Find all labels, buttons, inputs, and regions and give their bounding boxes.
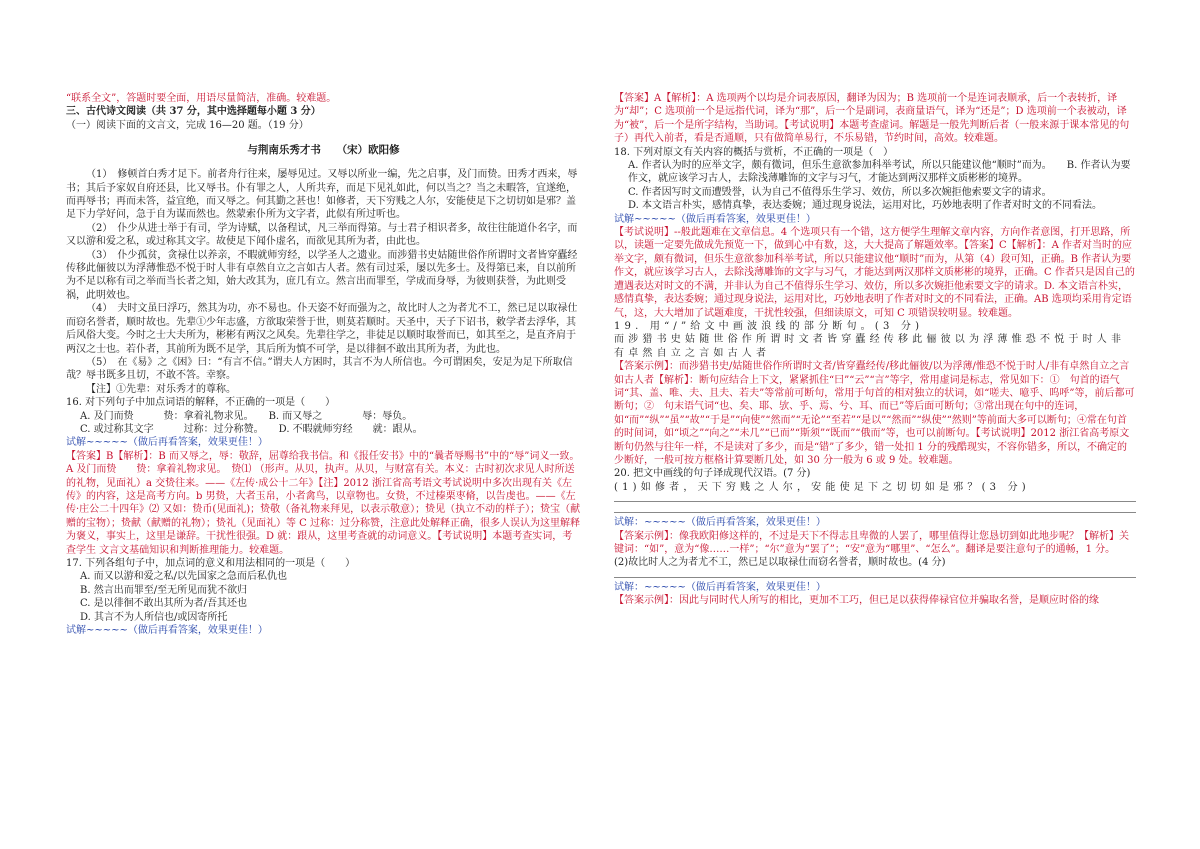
section-heading: 三、古代诗文阅读（共 37 分，其中选择题每小题 3 分） [66,106,321,118]
answer-text: “联系全文”，答题时要全面，用语尽量简洁，准确。较难题。 [66,93,337,104]
question-option: D. 其言不为人所信也/或因寄所托 [80,611,228,623]
passage-title: 与荆南乐秀才书 （宋）欧阳修 [247,143,400,156]
answer-blank-line [614,494,1136,502]
passage-paragraph: 【注】①先辈：对乐秀才的尊称。 [86,383,236,395]
question-option: A. 作者认为时的应举文字，颇有微词，但乐生意欲参加科举考试，所以只能建议他“顺时”而为。 B. 作者认为要作文，就应该学习古人，去除浅薄雕饰的文字与习气，才能达到两汉那样文质彬彬的境界。 [628,160,1131,185]
answer-blank-line [614,570,1136,578]
question-text: (1)如修者，天下穷贱之人尔，安能使足下之切切如是邪？(3 分) [614,481,1030,493]
try-solve-prompt: 试解~~~~~（做后再看答案，效果更佳！） [66,437,268,449]
question-option: A. 及门而贽 贽：拿着礼物求见。 B. 而又辱之 辱：辱负。 [80,410,413,422]
passage-paragraph: （1） 修顿首白秀才足下。前者舟行往来，屡辱见过。又辱以所业一编，先之启事，及门而贽。田秀才西来，辱书；其后予家奴自府还县，比又辱书。仆有罪之人，人所共弃，而足下见礼如此，何以当之？当之未暇答，宜遂绝，而再辱书；再而未答，益宜绝，而又辱之。何其勤之甚也！如修者，天下穷贱之人尔，安能使足下之切切如是邪？盖足下力学好问，急于自为谋而然也。然蒙索仆所为文字者，此似有所过听也。 [66,169,578,221]
try-solve-prompt: 试解~~~~~（做后再看答案，效果更佳！） [66,625,268,637]
answer-text: 【答案示例】：而涉猎书史/姑随世俗作所谓时文者/皆穿蠹经传/移此俪彼/以为浮薄/惟恐不悦于时人/非有卓然自立之言如古人者【解析】：断句应结合上下文，紧紧抓住“曰”“云”“言”等字，常用虚词是标志，常见如下：① 句首的语气词“其、盖、唯、夫、且夫、若夫”等常前可断句，常用于句首的相对独立的状词，如“嗟夫、噫乎、呜呼”等，前后都可断句；② 句末语气词“也、矣、耶、欤、乎、焉、兮、耳、而已”等后面可断句；③常出现在句中的连词，如“而”“纵”“虽”“故”“于是”“向使”“然而”“无论”“至若”“是以”“然而”“纵使”“然则”等前面大多可以断句；④常在句首的时间词，如“顷之”“向之”“未几”“已而”“斯须”“既而”“俄而”等，也可以前断句。【考试说明】2012 浙江省高考原文断句仍然与往年一样，不是读对了多少，而是“错”了多少，错一处扣 1 分的残酷现实，不容你错多，所以，不确定的少断好，一般可按方框格计算要断几处，如 30 分一般为 6 或 9 处。较难题。 [614,361,1135,466]
question-text: 19. 用“/”给文中画波浪线的部分断句。(3 分) [614,320,924,332]
text-line: (2)故比时人之为者尤不工，然已足以取禄仕而窃名誉者，顺时故也。(4 分) [614,557,946,569]
text-line: （一）阅读下面的文言文，完成 16—20 题。（19 分） [66,119,309,131]
question-option: B. 然言出而罪至/至无所见而犹不欲归 [80,584,248,596]
answer-text: 【答案示例】：因此与同时代人所写的相比，更加不工巧，但已足以获得俸禄官位并骗取名誉，是顺应时俗的缘 [614,595,1099,607]
answer-text: 【答案】B【解析】：B 而又辱之，辱：敬辞，屈尊给我书信。和《报任安书》中的“曩者辱赐书”中的“辱”词义一致。A 及门而贽 贽：拿着礼物求见。 贽⑴ （形声。从贝，执声。从贝，与财富有关。本义：古时初次求见人时所送的礼物，见面礼）a 交贽往来。——《左传·成公十二年》【注】2012 浙江省高考语文考试说明中多次出现有关《左传》的内容，这是高考方向。b 男贽，大者玉帛，小者禽鸟，以章物也。女贽，不过榛栗枣脩，以告虔也。——《左传·庄公二十四年》⑵ 又如：贽币(见面礼)；贽敬（备礼物来拜见，以表示敬意）；贽见（执立不动的样子）；贽宝（献赠的宝物）；贽献（献赠的礼物）；贽礼（见面礼）等 C 过称：过分称赞，注意此处解释正确，很多人误认为这里解释为褒义，事实上，这里是谦辞。干扰性很强。D 就：跟从，这里考查就的动词意义。【考试说明】本题考查实词，考查学生 文言文基础知识和判断推理能力。较难题。 [66,450,581,556]
passage-paragraph: （3） 仆少孤贫，贪禄仕以养亲，不暇就师穷经，以学圣人之遗业。而涉猎书史姑随世俗作所谓时文者皆穿蠹经传移此俪彼以为浮薄惟恐不悦于时人非有卓然自立之言如古人者。然有司过采，屡以先多士。及得第已来，自以前所为不足以称有司之举而当长者之知，始大改其为，庶几有立。然言出而罪至，学成而身辱，为彼则获誉，为此则受祸，此明效也。 [66,249,578,301]
right-column [614,92,1136,608]
passage-paragraph: （5） 在《易》之《困》曰：“有言不信。”谓夫人方困时，其言不为人所信也。今可谓困矣，安足为足下所取信哉？辱书既多且切，不敢不答。幸察。 [66,356,573,382]
text-line: 16. 对下列句子中加点词语的解释，不正确的一项是（ ） [66,397,336,409]
text-line: 20. 把文中画线的句子译成现代汉语。(7 分) [614,468,811,480]
left-column [66,92,581,637]
text-line: 18. 下列对原文有关内容的概括与赏析，不正确的一项是（ ） [614,146,894,158]
answer-text: 【考试说明】--般此题难在文章信息。4 个选项只有一个错，这方便学生理解文章内容，方向作者意图，打开思路，所以，读题一定要先做成先预览一下，做到心中有数，这，大大提高了解题效率。【答案】C【解析】：A 作者对当时的应举文字，颇有微词，但乐生意欲参加科举考试，所以只能建议他“顺时”而为，从第（4）段可知，正确。B 作者认为要作文，就应该学习古人，去除浅薄雕饰的文字与习气，才能达到两汉那样文质彬彬的境界，正确。C 作者只是因自己的遭遇表达对时文的不满，并非认为自己不值得乐生学习、效仿，所以多次婉拒他索要文字的请求。D. 本文语言朴实，感情真挚，表达委婉；通过现身说法，运用对比，巧妙地表明了作者对时文的不同看法，正确。AB 选项均采用肯定语气，这，大大增加了试题难度，干扰性较强，但细读原文，可知 C 项错误较明显。较难题。 [614,227,1135,319]
answer-text: 【答案示例】：像我欧阳修这样的，不过是天下不得志且卑微的人罢了，哪里值得让您恳切到如此地步呢？【解析】关键词：“如”，意为“像……一样”；“尔”意为“罢了”；“安”意为“哪里”、“怎么”。翻译是要注意句子的通畅，1 分。 [614,530,1129,555]
passage-paragraph: （2） 仆少从进士举于有司，学为诗赋，以备程试，凡三举而得第。与士君子相识者多，故往往能道仆名字，而又以游和爱之私，或过称其文字。故使足下闻仆虚名，而欲见其所为者，由此也。 [66,222,578,248]
answer-text: 【答案】A【解析】：A 选项两个以均是介词表原因，翻译为因为；B 选项前一个是连词表顺承，后一个表转折，译为“却”；C 选项前一个是远指代词，译为“那”，后一个是副词，表商量语气，译为“还是”；D 选项前一个表被动，译为“被”，后一个是所字结构，当助词。【考试说明】本题考查虚词。解题是一般先判断后者（一般来源于课本常见的句子）再代入前者，看是否通顺，只有做简单易行，不乐易错，节约时间，高效。较难题。 [614,93,1130,145]
text-line: 17. 下列各组句子中，加点词的意义和用法相同的一项是（ ） [66,558,356,569]
try-solve-prompt: 试解~~~~~（做后再看答案，效果更佳！） [614,213,816,225]
try-solve-prompt: 试解：~~~~~（做后再看答案，效果更佳！） [614,581,826,593]
question-option: C. 或过称其文字 过称：过分称赞。 D. 不暇就师穷经 就：跟从。 [80,423,423,435]
answer-blank-line [614,505,1136,513]
question-option: A. 而又以游和爱之私/以先国家之急而后私仇也 [80,571,287,583]
try-solve-prompt: 试解：~~~~~（做后再看答案，效果更佳！） [614,517,826,529]
question-option: C. 是以徘徊不敢出其所为者/吾其还也 [80,598,248,610]
question-option: D. 本文语言朴实，感情真挚，表达委婉；通过现身说法，运用对比，巧妙地表明了作者对时文的不同看法。 [628,200,1103,212]
question-option: C. 作者因写时文而遭毁誉，认为自己不值得乐生学习、效仿，所以多次婉拒他索要文字的请求。 [628,186,1052,198]
passage-paragraph: （4） 夫时文虽曰浮巧，然其为功，亦不易也。仆天姿不好而强为之，故比时人之为者尤不工，然已足以取禄仕而窃名誉者，顺时故也。先辈①少年志盛，方欲取荣誉于世，则莫若顺时。天圣中，天子下诏书，敕学者去浮华，其后风俗大变。今时之士大夫所为，彬彬有两汉之风矣。先辈往学之，非徒足以顺时取誉而已，如其至之，是直齐肩于两汉之士也。若仆者，其前所为既不足学，其后所为慎不可学，是以徘徊不敢出其所为者，为此也。 [66,303,578,355]
question-text: 而涉猎书史姑随世俗作所谓时文者皆穿蠹经传移此俪彼以为浮薄惟恐不悦于时人非有卓然自立之言如古人者 [614,334,1126,359]
